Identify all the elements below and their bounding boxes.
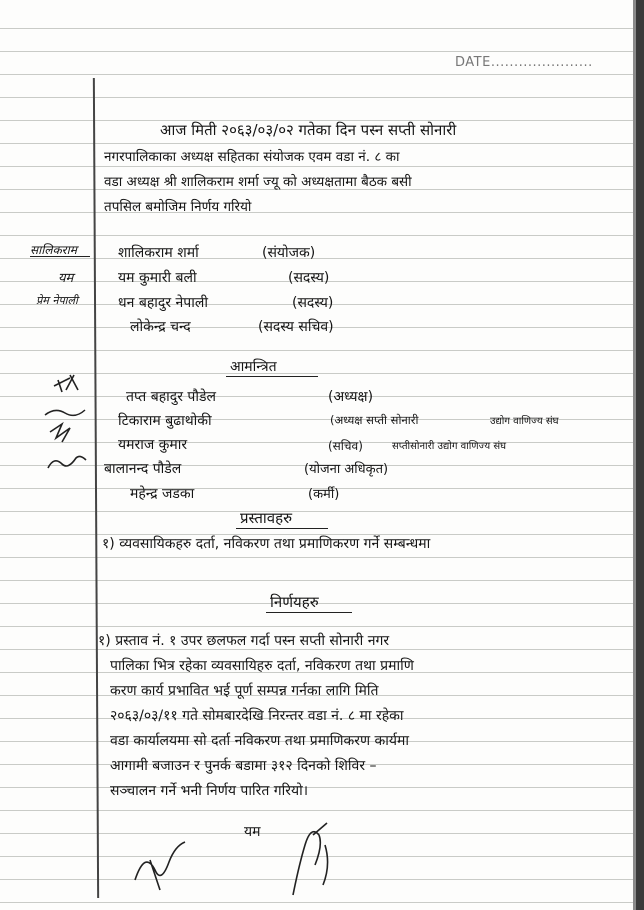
attendee-1-role: (संयोजक) xyxy=(262,245,316,261)
margin-signatures xyxy=(40,370,100,490)
invitees-heading-underline xyxy=(226,376,318,377)
invitee-2-name: टिकाराम बुढाथोकी xyxy=(118,413,212,429)
attendee-2-role: (सदस्य) xyxy=(288,270,330,286)
decision-line-3: करण कार्य प्रभावित भई पूर्ण सम्पन्न गर्नका लागि मिति xyxy=(110,683,379,699)
attendee-1-name: शालिकराम शर्मा xyxy=(118,245,199,261)
margin-underline xyxy=(30,256,90,257)
attendee-4-role: (सदस्य सचिव) xyxy=(258,319,334,335)
decision-line-2: पालिका भित्र रहेका व्यवसायिहरु दर्ता, नविकरण तथा प्रमाणि xyxy=(110,658,414,674)
proposal-1: १) व्यवसायिकहरु दर्ता, नविकरण तथा प्रमाणिकरण गर्ने सम्बन्धमा xyxy=(102,536,431,552)
attendee-3-role: (सदस्य) xyxy=(292,295,334,311)
invitee-1-name: तप्त बहादुर पौडेल xyxy=(126,389,216,405)
proposals-heading: प्रस्तावहरु xyxy=(240,509,293,527)
decision-line-5: वडा कार्यालयमा सो दर्ता नविकरण तथा प्रमाणिकरण कार्यमा xyxy=(110,733,410,749)
invitee-3-org: सप्तीसोनारी उद्योग वाणिज्य संघ xyxy=(392,441,506,452)
decisions-heading: निर्णयहरु xyxy=(270,593,319,611)
page-edge-shadow xyxy=(636,0,644,910)
attendee-3-name: धन बहादुर नेपाली xyxy=(118,295,208,311)
attendee-2-name: यम कुमारी बली xyxy=(118,270,197,286)
decision-line-6: आगामी बजाउन र पुनर्क बडामा ३१२ दिनको शिविर – xyxy=(110,758,377,774)
intro-line-1: आज मिती २०६३/०३/०२ गतेका दिन पस्न सप्ती सोनारी xyxy=(160,121,457,139)
margin-note-yam: यम xyxy=(58,271,74,286)
margin-note-prem: प्रेम नेपाली xyxy=(36,294,78,307)
invitee-5-role: (कर्मी) xyxy=(308,487,340,502)
decision-line-1: १) प्रस्ताव नं. १ उपर छलफल गर्दा पस्न सप्ती सोनारी नगर xyxy=(98,633,390,649)
invitees-heading: आमन्त्रित xyxy=(230,359,277,375)
intro-line-2: नगरपालिकाका अध्यक्ष सहितका संयोजक एवम वडा नं. ८ का xyxy=(104,149,400,165)
signature-right xyxy=(285,815,345,905)
decision-line-7: सञ्चालन गर्ने भनी निर्णय पारित गरियो। xyxy=(110,783,309,799)
invitee-2-role: (अध्यक्ष सप्ती सोनारी xyxy=(330,413,419,427)
signature-left xyxy=(130,830,200,900)
decision-line-4: २०६३/०३/११ गते सोमबारदेखि निरन्तर वडा नं. ८ मा रहेका xyxy=(110,708,404,724)
closing-label: यम xyxy=(244,824,261,840)
invitee-3-role: (सचिव) xyxy=(328,439,363,453)
proposals-heading-underline xyxy=(236,528,328,529)
intro-line-4: तपसिल बमोजिम निर्णय गरियो xyxy=(104,199,252,215)
invitee-5-name: महेन्द्र जडका xyxy=(130,486,195,502)
invitee-4-role: (योजना अधिकृत) xyxy=(304,462,389,477)
invitee-3-name: यमराज कुमार xyxy=(118,437,188,453)
decisions-heading-underline xyxy=(266,612,352,613)
invitee-4-name: बालानन्द पौडेल xyxy=(104,461,182,477)
date-label: DATE...................... xyxy=(455,55,593,70)
invitee-2-org: उद्योग वाणिज्य संघ xyxy=(490,416,559,427)
page-edge-shadow-inner xyxy=(633,0,636,910)
attendee-4-name: लोकेन्द्र चन्द xyxy=(130,319,191,335)
intro-line-3: वडा अध्यक्ष श्री शालिकराम शर्मा ज्यू को अध्यक्षतामा बैठक बसी xyxy=(104,174,412,190)
margin-note-salikram: सालिकराम xyxy=(30,243,77,257)
invitee-1-role: (अध्यक्ष) xyxy=(328,389,374,405)
